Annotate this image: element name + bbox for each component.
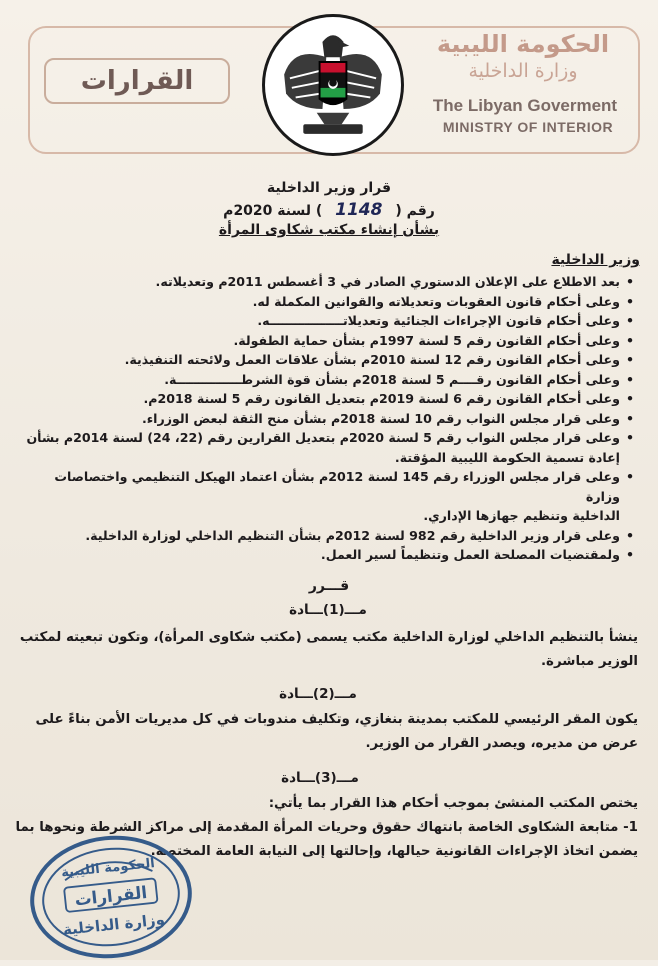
seal-line-3: وزارة الداخلية xyxy=(62,910,166,939)
preamble-text: وعلى قرار مجلس النواب رقم 5 لسنة 2020م بتعديل القرارين رقم (22، 24) لسنة 2014م بشأن xyxy=(26,430,620,445)
decision-title: قرار وزير الداخلية xyxy=(266,180,392,196)
preamble-item xyxy=(22,526,634,546)
preamble-text: وعلى قرار مجلس الوزراء رقم 145 لسنة 2012م بشأن اعتماد الهيكل التنظيمي واختصاصات وزارة xyxy=(54,469,620,504)
seal-line-1: الحكومة الليبية xyxy=(60,856,156,881)
emblem-graphic xyxy=(265,17,401,153)
decided-heading: قـــرر xyxy=(308,578,350,594)
preamble-item xyxy=(22,331,634,351)
preamble-continuation: الداخلية وتنظيم جهازها الإداري. xyxy=(423,508,620,523)
preamble-list xyxy=(22,272,634,565)
preamble-item xyxy=(22,350,634,370)
preamble-text: وعلى قرار مجلس النواب رقم 10 لسنة 2018م بشأن منح الثقة لبعض الوزراء. xyxy=(141,410,620,426)
preamble-item xyxy=(22,292,634,312)
ministry-seal-stamp xyxy=(24,828,198,966)
preamble-text: وعلى أحكام القانون رقم 5 لسنة 1997م بشأن حماية الطفولة. xyxy=(233,332,620,348)
minister-heading: وزير الداخلية xyxy=(551,252,640,268)
preamble-item xyxy=(22,370,634,390)
libya-emblem-icon xyxy=(262,14,404,156)
article-3-item-1: 1- متابعة الشكاوى الخاصة بانتهاك حقوق وحريات المرأة المقدمة إلى مراكز الشرطة ونحوها بما يضمن اتخاذ الإجراءات القانونية حيالها، وإحالتها إلى النيابة العامة المختصة. xyxy=(15,820,638,859)
preamble-text: وعلى أحكام القانون رقم 6 لسنة 2019م بتعديل القانون رقم 5 لسنة 2018م. xyxy=(143,391,620,406)
preamble-continuation: إعادة تسمية الحكومة الليبية المؤقتة. xyxy=(394,449,620,465)
preamble-text: ولمقتضيات المصلحة العمل وتنظيماً لسير العمل. xyxy=(320,547,620,562)
preamble-item xyxy=(22,409,634,429)
preamble-item xyxy=(22,545,634,565)
preamble-text: وعلى أحكام القانون رقم 12 لسنة 2010م بشأن علاقات العمل ولائحته التنفيذية. xyxy=(124,352,620,367)
decision-number-line xyxy=(150,200,508,220)
decisions-label: القرارات xyxy=(44,58,230,104)
seal-graphic xyxy=(28,832,193,961)
article-3-title: مـــ(3)ـــادة xyxy=(281,770,359,786)
preamble-item xyxy=(22,311,634,331)
preamble-text: وعلى قرار وزير الداخلية رقم 982 لسنة 2012م بشأن التنظيم الداخلي لوزارة الداخلية. xyxy=(85,527,620,543)
article-1-title: مـــ(1)ـــادة xyxy=(289,602,367,618)
article-3-intro: يختص المكتب المنشئ بموجب أحكام هذا القرار بما يأتي: xyxy=(268,796,638,811)
english-government-name: The Libyan Goverment xyxy=(432,96,618,115)
preamble-item xyxy=(22,389,634,409)
article-2-text: يكون المقر الرئيسي للمكتب بمدينة بنغازي، وتكليف مندوبات في كل مديريات الأمن بناءً على عرض من مديره، ويصدر القرار من الوزير. xyxy=(35,712,638,751)
decision-subject: بشأن إنشاء مكتب شكاوى المرأة xyxy=(218,222,440,238)
preamble-text: وعلى أحكام القانون رقــــم 5 لسنة 2018م بشأن قوة الشرطـــــــــــــــة. xyxy=(164,371,620,387)
arabic-government-name: الحكومة الليبية xyxy=(436,30,610,58)
preamble-text: بعد الاطلاع على الإعلان الدستوري الصادر في 3 أغسطس 2011م وتعديلاته. xyxy=(155,274,620,289)
arabic-ministry-name: وزارة الداخلية xyxy=(468,60,578,82)
preamble-item xyxy=(22,428,634,467)
preamble-text: وعلى أحكام قانون العقوبات وتعديلاته والقوانين المكملة له. xyxy=(252,293,620,309)
preamble-text: وعلى أحكام قانون الإجراءات الجنائية وتعديلاتـــــــــــــــــه. xyxy=(257,313,620,328)
article-1-text: ينشأ بالتنظيم الداخلي لوزارة الداخلية مكتب يسمى (مكتب شكاوى المرأة)، وتكون تبعيته لمكتب الوزير مباشرة. xyxy=(19,630,638,669)
decision-number-prefix: رقم ( xyxy=(395,203,435,219)
english-ministry-name: MINISTRY OF INTERIOR xyxy=(442,119,614,135)
article-2-title: مـــ(2)ـــادة xyxy=(279,686,357,702)
seal-line-2: القرارات xyxy=(73,881,149,910)
preamble-item xyxy=(22,467,634,526)
decision-number-suffix: ) لسنة 2020م xyxy=(223,203,323,219)
decision-number: 1148 xyxy=(335,200,383,220)
preamble-item xyxy=(22,272,634,292)
